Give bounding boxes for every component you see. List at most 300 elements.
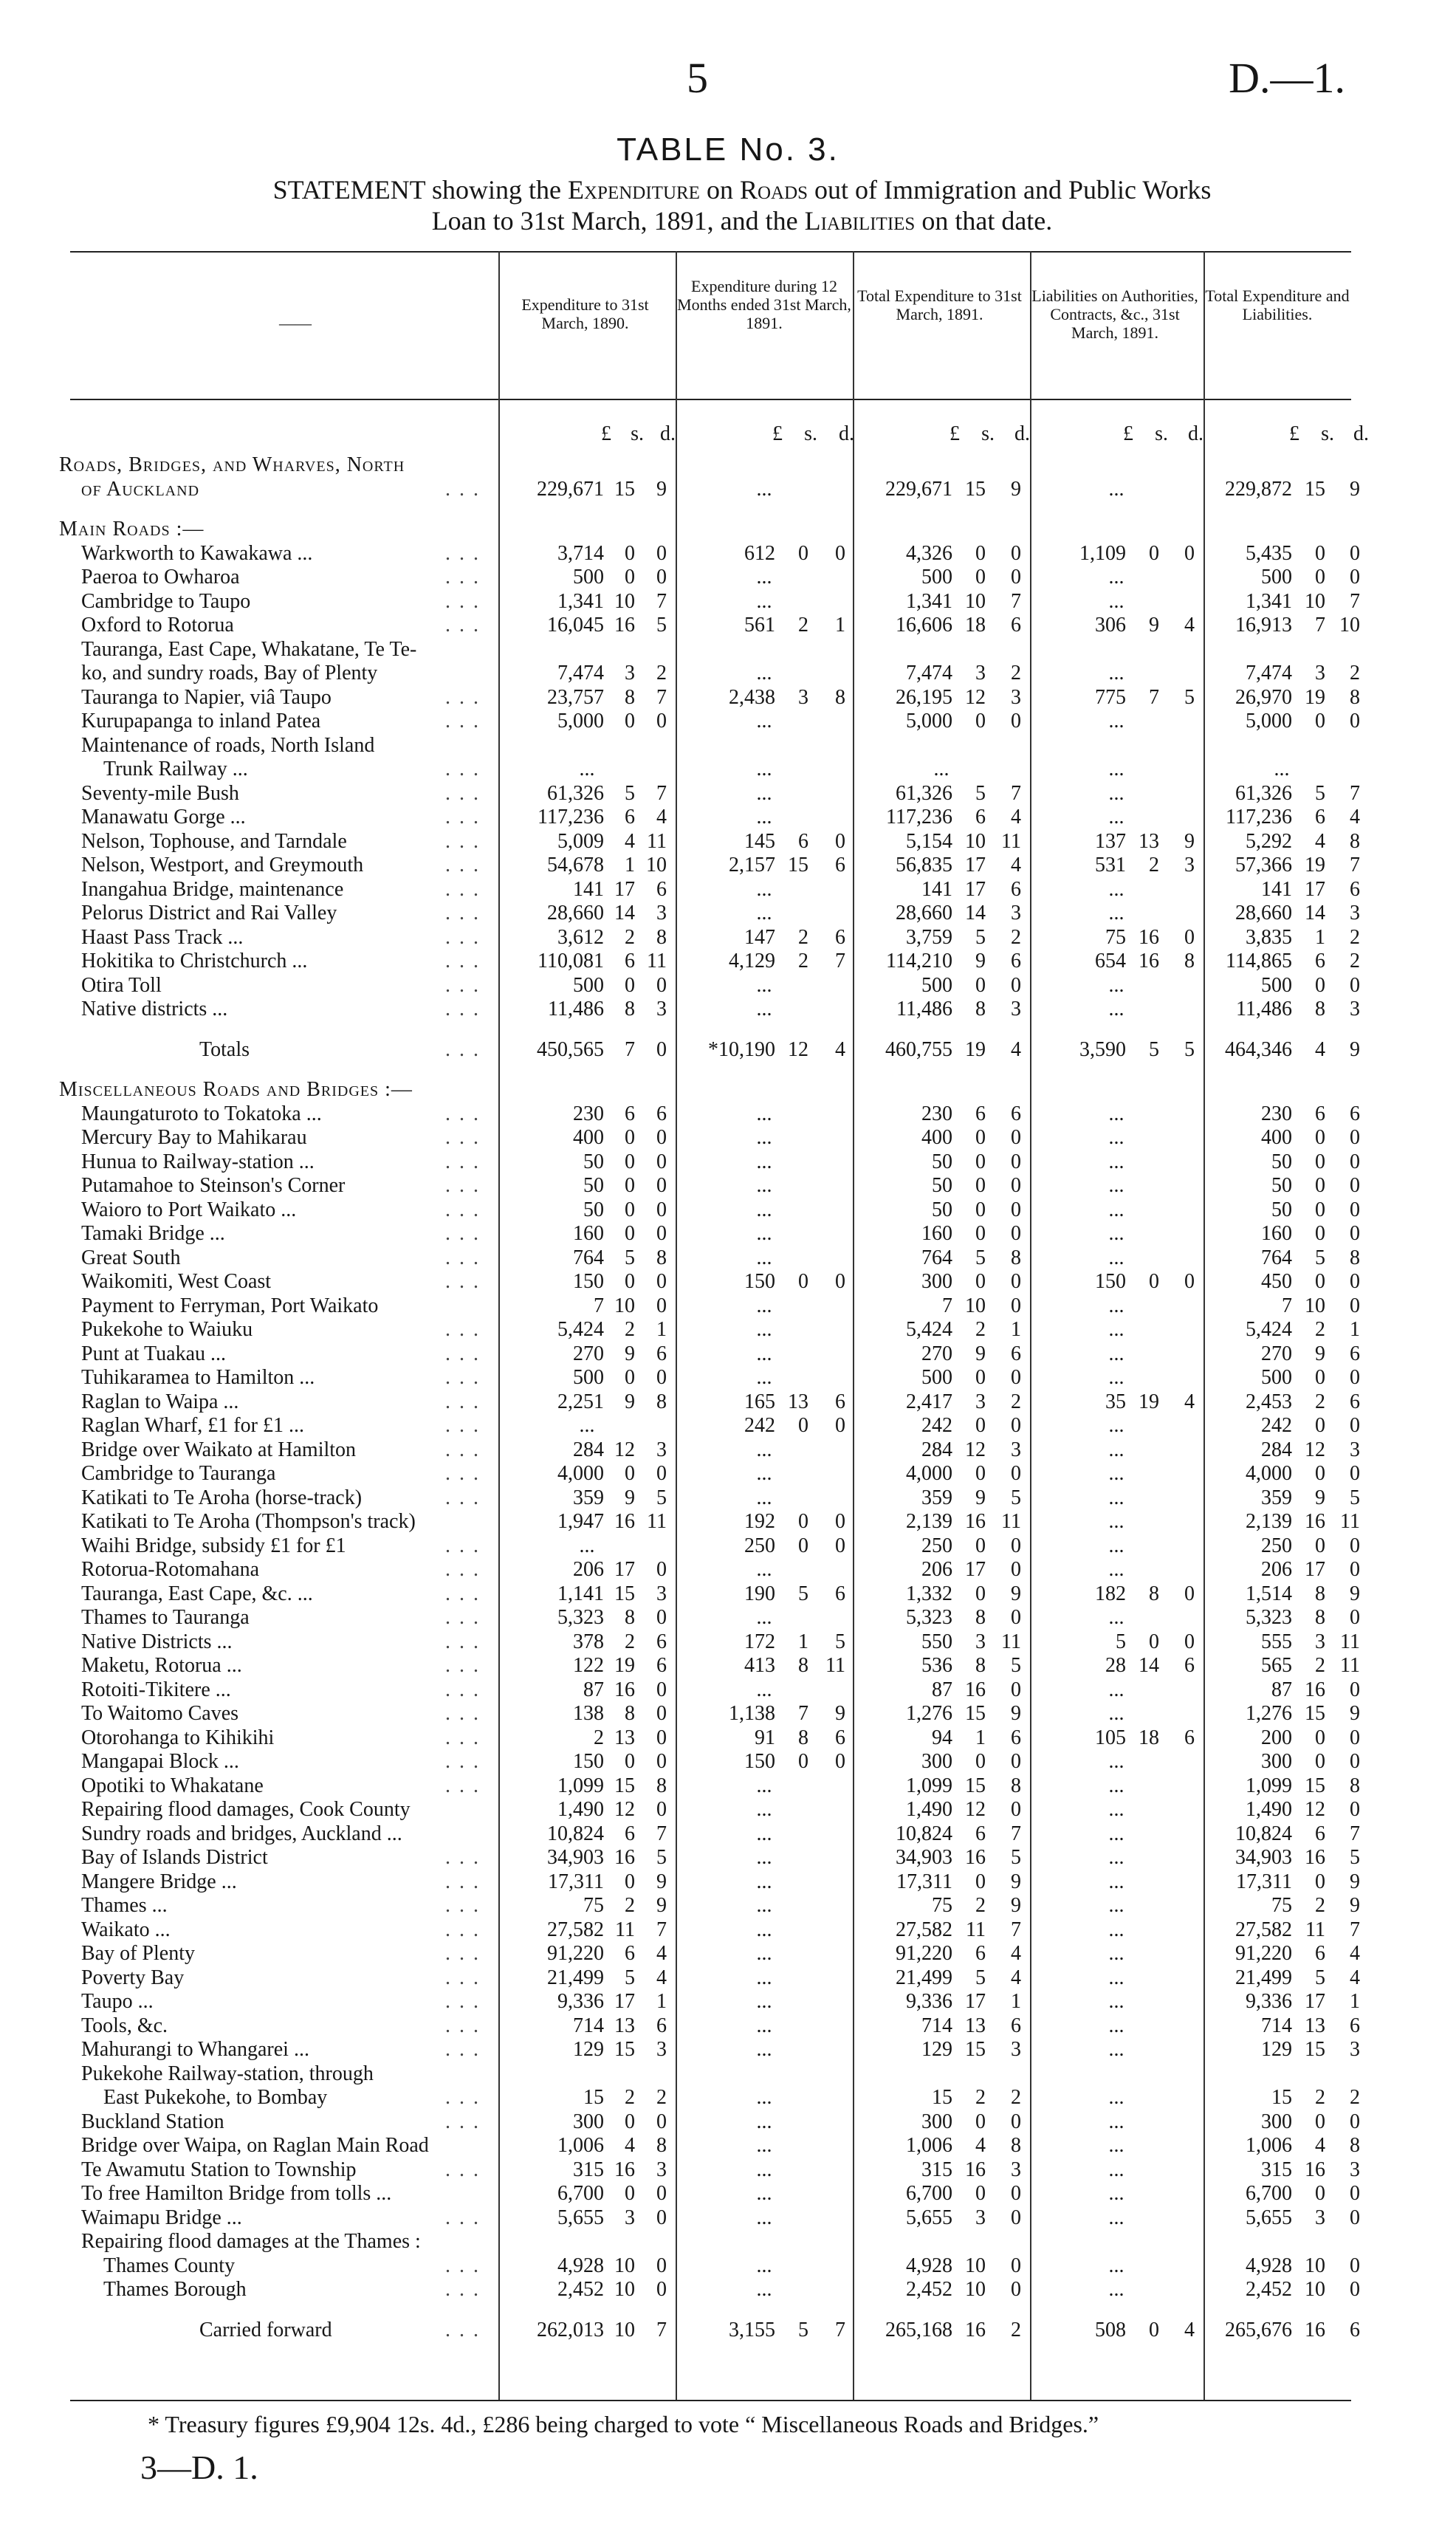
pounds-cell: 87 xyxy=(1271,1678,1292,1701)
shillings-cell: 0 xyxy=(975,2182,986,2205)
pence-cell: 5 xyxy=(1350,1486,1360,1509)
pence-cell: 9 xyxy=(1350,1037,1360,1061)
pence-cell: 2 xyxy=(1011,2086,1021,2109)
pounds-cell: 10,824 xyxy=(547,1822,604,1845)
table-row xyxy=(0,806,1456,829)
empty-cell-marker: ... xyxy=(1108,2182,1124,2205)
pounds-cell: 265,168 xyxy=(885,2318,952,2341)
row-label-text: Seventy-mile Bush xyxy=(81,782,244,805)
shillings-cell: 3 xyxy=(625,662,635,684)
shillings-cell: 9 xyxy=(975,1342,986,1365)
table-row xyxy=(0,734,1456,758)
pence-cell: 10 xyxy=(1339,614,1360,636)
row-label-text: Haast Pass Track ... xyxy=(81,926,247,949)
pounds-cell: 150 xyxy=(744,1750,775,1773)
pounds-cell: 75 xyxy=(932,1894,952,1917)
row-label-text: Taupo ... xyxy=(81,1990,158,2013)
pence-cell: 6 xyxy=(656,1654,667,1677)
statement-line-1: STATEMENT showing the Expenditure on Roads out of Immigration and Public Works xyxy=(272,175,1212,205)
pounds-cell: 34,903 xyxy=(896,1846,952,1869)
shillings-cell: 0 xyxy=(1315,1870,1325,1893)
row-label-text: Kurupapanga to inland Patea xyxy=(81,710,325,732)
pence-cell: 0 xyxy=(1350,973,1360,997)
pounds-cell: 1,276 xyxy=(1246,1702,1292,1725)
row-label xyxy=(81,1606,487,1630)
table-row xyxy=(0,1198,1456,1222)
column-header-5: Total Expenditure and Liabilities. xyxy=(1205,286,1350,323)
pounds-cell: 9,336 xyxy=(1246,1990,1292,2013)
pounds-cell: 4,326 xyxy=(906,541,952,565)
shillings-cell: 16 xyxy=(965,2158,986,2181)
shillings-cell: 16 xyxy=(965,1846,986,1869)
shillings-cell: 3 xyxy=(1315,2206,1325,2229)
shillings-cell: 2 xyxy=(975,1894,986,1917)
leader-dots: ... xyxy=(445,1318,487,1341)
shillings-cell: 3 xyxy=(975,2206,986,2229)
shillings-cell: 14 xyxy=(1139,1654,1159,1677)
pounds-cell: 50 xyxy=(932,1198,952,1221)
pounds-cell: 160 xyxy=(573,1222,604,1245)
document-reference: D.—1. xyxy=(1229,54,1345,102)
shillings-cell: 0 xyxy=(1315,541,1325,565)
pounds-cell: 1,099 xyxy=(1246,1774,1292,1797)
pounds-cell: 15 xyxy=(583,2086,604,2109)
pounds-cell: 450,565 xyxy=(537,1037,604,1061)
pence-cell: 4 xyxy=(1184,2318,1195,2341)
row-label-text: Great South xyxy=(81,1246,185,1269)
row-label xyxy=(81,1558,487,1582)
shillings-cell: 0 xyxy=(1315,1462,1325,1485)
empty-cell-marker: ... xyxy=(756,2206,772,2229)
shillings-cell: 16 xyxy=(965,1678,986,1701)
shillings-cell: 6 xyxy=(975,1942,986,1965)
pounds-cell: 50 xyxy=(583,1150,604,1173)
shillings-cell: 6 xyxy=(975,806,986,828)
shillings-cell: 2 xyxy=(625,1894,635,1917)
pence-cell: 0 xyxy=(1350,1606,1360,1629)
pounds-cell: 117,236 xyxy=(886,806,952,828)
pounds-cell: 230 xyxy=(1261,1102,1292,1125)
pounds-cell: 16,913 xyxy=(1235,614,1292,636)
empty-cell-marker: ... xyxy=(1108,902,1124,924)
column-header-3: Total Expenditure to 31st March, 1891. xyxy=(857,286,1022,323)
pounds-cell: 265,676 xyxy=(1225,2318,1292,2341)
shillings-cell: 0 xyxy=(1315,1150,1325,1173)
pence-cell: 3 xyxy=(656,1582,667,1605)
row-label xyxy=(81,2134,487,2158)
table-row xyxy=(0,1894,1456,1918)
pounds-cell: 612 xyxy=(744,541,775,565)
pounds-cell: 315 xyxy=(921,2158,952,2181)
pounds-cell: 56,835 xyxy=(896,854,952,876)
pounds-cell: 400 xyxy=(1261,1126,1292,1149)
empty-cell-marker: ... xyxy=(1108,1150,1124,1173)
pence-cell: 8 xyxy=(1350,2134,1360,2157)
empty-cell-marker: ... xyxy=(1108,1486,1124,1509)
leader-dots: ... xyxy=(445,2158,487,2181)
shillings-cell: 0 xyxy=(1315,1534,1325,1557)
pounds-cell: 87 xyxy=(932,1678,952,1701)
row-label-text: Payment to Ferryman, Port Waikato xyxy=(81,1294,382,1317)
pence-cell: 0 xyxy=(656,1366,667,1389)
table-row xyxy=(0,686,1456,710)
pounds-cell: 117,236 xyxy=(538,806,604,828)
pence-cell: 0 xyxy=(1184,1630,1195,1653)
pence-cell: 0 xyxy=(1011,1270,1021,1293)
pounds-cell: 4,928 xyxy=(557,2254,604,2277)
shillings-cell: 18 xyxy=(1139,1726,1159,1749)
pence-cell: 7 xyxy=(1350,1918,1360,1941)
pence-cell: 6 xyxy=(1184,1654,1195,1677)
pence-cell: 8 xyxy=(1350,685,1360,709)
unit-d-col-5: d. xyxy=(1353,422,1369,445)
pence-cell: 2 xyxy=(1011,662,1021,684)
leader-dots: ... xyxy=(445,2206,487,2229)
table-row xyxy=(0,2230,1456,2254)
pence-cell: 9 xyxy=(1011,477,1021,501)
pence-cell: 4 xyxy=(1011,806,1021,828)
row-label xyxy=(81,1750,487,1774)
pounds-cell: 129 xyxy=(921,2038,952,2061)
row-label xyxy=(81,1918,487,1942)
pence-cell: 0 xyxy=(1350,2206,1360,2229)
row-label xyxy=(81,686,487,710)
shillings-cell: 0 xyxy=(798,1510,808,1533)
shillings-cell: 12 xyxy=(965,685,986,709)
row-label xyxy=(81,806,487,829)
table-row xyxy=(0,2206,1456,2230)
leader-dots: ... xyxy=(445,614,487,636)
pence-cell: 9 xyxy=(1350,1894,1360,1917)
pounds-cell: 5,292 xyxy=(1246,829,1292,853)
row-label xyxy=(81,1174,487,1198)
empty-cell-marker: ... xyxy=(1108,2134,1124,2157)
shillings-cell: 17 xyxy=(614,1558,635,1581)
row-label-text: Miscellaneous Roads and Bridges :— xyxy=(59,1078,417,1101)
pence-cell: 1 xyxy=(656,1990,667,2013)
shillings-cell: 10 xyxy=(614,2254,635,2277)
shillings-cell: 16 xyxy=(1139,950,1159,972)
row-label-text: Bay of Islands District xyxy=(81,1846,272,1869)
pounds-cell: 359 xyxy=(1261,1486,1292,1509)
pounds-cell: 3,714 xyxy=(557,541,604,565)
shillings-cell: 10 xyxy=(965,2254,986,2277)
empty-cell-marker: ... xyxy=(756,1606,772,1629)
row-label xyxy=(81,1270,487,1294)
pence-cell: 3 xyxy=(656,1438,667,1461)
pounds-cell: 192 xyxy=(744,1510,775,1533)
shillings-cell: 0 xyxy=(975,2110,986,2133)
row-label-text: To Waitomo Caves xyxy=(81,1702,243,1725)
pounds-cell: 50 xyxy=(932,1174,952,1197)
pence-cell: 4 xyxy=(1011,1942,1021,1965)
pounds-cell: 284 xyxy=(1261,1438,1292,1461)
leader-dots: ... xyxy=(445,2254,487,2277)
pounds-cell: 137 xyxy=(1095,829,1126,853)
shillings-cell: 15 xyxy=(1305,1702,1325,1725)
row-label-text: Buckland Station xyxy=(81,2110,229,2133)
pounds-cell: 5,000 xyxy=(906,710,952,732)
leader-dots: ... xyxy=(445,973,487,997)
pence-cell: 3 xyxy=(1350,902,1360,924)
shillings-cell: 17 xyxy=(965,1990,986,2013)
row-label-text: Nelson, Westport, and Greymouth xyxy=(81,854,368,876)
row-label-text: Maungaturoto to Tokatoka ... xyxy=(81,1102,326,1125)
pence-cell: 2 xyxy=(1350,950,1360,972)
pounds-cell: 35 xyxy=(1105,1390,1126,1413)
shillings-cell: 0 xyxy=(625,1366,635,1389)
row-label xyxy=(81,1894,487,1918)
shillings-cell: 8 xyxy=(975,1606,986,1629)
shillings-cell: 2 xyxy=(1315,2086,1325,2109)
row-label xyxy=(81,902,487,925)
pounds-cell: 9,336 xyxy=(906,1990,952,2013)
shillings-cell: 6 xyxy=(625,1102,635,1125)
table-row xyxy=(0,1318,1456,1342)
pence-cell: 9 xyxy=(656,1894,667,1917)
pounds-cell: 413 xyxy=(744,1654,775,1677)
pounds-cell: 359 xyxy=(921,1486,952,1509)
empty-cell-marker: ... xyxy=(756,1150,772,1173)
pence-cell: 0 xyxy=(1350,1534,1360,1557)
empty-cell-marker: ... xyxy=(1108,1942,1124,1965)
pounds-cell: 75 xyxy=(583,1894,604,1917)
pounds-cell: 34,903 xyxy=(547,1846,604,1869)
empty-cell-marker: ... xyxy=(756,566,772,589)
pounds-cell: 16,045 xyxy=(547,614,604,636)
row-label xyxy=(81,614,487,637)
pounds-cell: 6,700 xyxy=(557,2182,604,2205)
pence-cell: 3 xyxy=(1350,998,1360,1020)
leader-dots: ... xyxy=(445,1462,487,1485)
shillings-cell: 0 xyxy=(625,2182,635,2205)
shillings-cell: 0 xyxy=(625,1198,635,1221)
shillings-cell: 13 xyxy=(614,1726,635,1749)
pounds-cell: 50 xyxy=(932,1150,952,1173)
shillings-cell: 14 xyxy=(614,902,635,924)
empty-cell-marker: ... xyxy=(756,1870,772,1893)
pounds-cell: 500 xyxy=(573,973,604,997)
pence-cell: 0 xyxy=(1350,2110,1360,2133)
row-label xyxy=(81,566,487,589)
pence-cell: 9 xyxy=(1184,829,1195,853)
empty-cell-marker: ... xyxy=(756,1822,772,1845)
shillings-cell: 6 xyxy=(1315,1822,1325,1845)
pounds-cell: 129 xyxy=(573,2038,604,2061)
empty-cell-marker: ... xyxy=(756,2182,772,2205)
pounds-cell: 11,486 xyxy=(896,998,952,1020)
pence-cell: 0 xyxy=(656,2110,667,2133)
empty-cell-marker: ... xyxy=(756,1126,772,1149)
empty-cell-marker: ... xyxy=(1108,1438,1124,1461)
pence-cell: 10 xyxy=(646,854,667,876)
empty-cell-marker: ... xyxy=(756,1798,772,1821)
row-label-text: Waimapu Bridge ... xyxy=(81,2206,247,2229)
row-label xyxy=(81,1630,487,1654)
shillings-cell: 16 xyxy=(965,1510,986,1533)
pence-cell: 9 xyxy=(1350,477,1360,501)
shillings-cell: 7 xyxy=(798,1702,808,1725)
pence-cell: 7 xyxy=(1350,781,1360,805)
pence-cell: 6 xyxy=(1011,950,1021,972)
pence-cell: 6 xyxy=(835,1726,845,1749)
pence-cell: 0 xyxy=(1350,1678,1360,1701)
table-row xyxy=(0,1846,1456,1870)
leader-dots: ... xyxy=(445,925,487,949)
row-label xyxy=(81,1126,487,1150)
table-row xyxy=(0,1270,1456,1294)
pounds-cell: 206 xyxy=(573,1558,604,1581)
row-label xyxy=(59,1078,487,1102)
table-row xyxy=(0,566,1456,589)
shillings-cell: 8 xyxy=(975,1654,986,1677)
row-label xyxy=(81,734,487,758)
shillings-cell: 13 xyxy=(965,2014,986,2037)
table-row xyxy=(0,453,1456,477)
pounds-cell: 5,323 xyxy=(1246,1606,1292,1629)
shillings-cell: 14 xyxy=(965,902,986,924)
table-row xyxy=(0,1342,1456,1366)
shillings-cell: 1 xyxy=(798,1630,808,1653)
pence-cell: 0 xyxy=(1011,1678,1021,1701)
leader-dots: ... xyxy=(445,781,487,805)
pounds-cell: 4,000 xyxy=(557,1462,604,1485)
pence-cell: 3 xyxy=(656,2038,667,2061)
pence-cell: 2 xyxy=(656,662,667,684)
empty-cell-marker: ... xyxy=(1108,1870,1124,1893)
row-label xyxy=(81,1438,487,1462)
empty-cell-marker: ... xyxy=(756,1222,772,1245)
row-label xyxy=(81,926,487,950)
pounds-cell: 3,759 xyxy=(906,925,952,949)
row-label-text: Putamahoe to Steinson's Corner xyxy=(81,1174,349,1197)
pounds-cell: 61,326 xyxy=(547,781,604,805)
row-label xyxy=(81,1462,487,1486)
empty-cell-marker: ... xyxy=(756,1342,772,1365)
pence-cell: 0 xyxy=(656,1462,667,1485)
pounds-cell: 2,139 xyxy=(906,1510,952,1533)
pence-cell: 0 xyxy=(656,2206,667,2229)
row-label xyxy=(81,1798,487,1822)
pence-cell: 0 xyxy=(1350,1726,1360,1749)
pence-cell: 0 xyxy=(1011,1294,1021,1317)
pence-cell: 3 xyxy=(656,2158,667,2181)
row-label xyxy=(81,1294,487,1318)
shillings-cell: 8 xyxy=(975,998,986,1020)
pounds-cell: 3,590 xyxy=(1079,1037,1126,1061)
shillings-cell: 5 xyxy=(975,1246,986,1269)
empty-cell-marker: ... xyxy=(579,758,595,780)
pounds-cell: 182 xyxy=(1095,1582,1126,1605)
pounds-cell: 1,006 xyxy=(557,2134,604,2157)
pence-cell: 8 xyxy=(656,925,667,949)
row-label-text: Mahurangi to Whangarei ... xyxy=(81,2038,314,2061)
empty-cell-marker: ... xyxy=(1274,758,1290,780)
shillings-cell: 0 xyxy=(975,1870,986,1893)
table-row xyxy=(0,998,1456,1021)
row-label-text: Te Awamutu Station to Township xyxy=(81,2158,361,2181)
shillings-cell: 0 xyxy=(798,1750,808,1773)
leader-dots: ... xyxy=(445,1990,487,2013)
pence-cell: 2 xyxy=(1350,925,1360,949)
pounds-cell: 54,678 xyxy=(547,854,604,876)
pence-cell: 9 xyxy=(1350,1870,1360,1893)
leader-dots: ... xyxy=(445,2086,487,2109)
pence-cell: 7 xyxy=(1011,1822,1021,1845)
row-label-text: Manawatu Gorge ... xyxy=(81,806,250,828)
table-row xyxy=(0,830,1456,854)
pence-cell: 6 xyxy=(1011,1342,1021,1365)
shillings-cell: 0 xyxy=(798,541,808,565)
pounds-cell: 508 xyxy=(1095,2318,1126,2341)
pounds-cell: 5,655 xyxy=(557,2206,604,2229)
leader-dots: ... xyxy=(445,1774,487,1797)
row-label-text: of Auckland xyxy=(81,478,204,501)
row-label-text: Waikomiti, West Coast xyxy=(81,1270,275,1293)
empty-cell-marker: ... xyxy=(756,998,772,1020)
row-label xyxy=(81,878,487,902)
leader-dots: ... xyxy=(445,1966,487,1989)
table-row xyxy=(0,1438,1456,1462)
shillings-cell: 16 xyxy=(1305,1678,1325,1701)
pounds-cell: 306 xyxy=(1095,614,1126,636)
empty-cell-marker: ... xyxy=(756,477,772,501)
leader-dots: ... xyxy=(445,902,487,924)
pence-cell: 4 xyxy=(656,1942,667,1965)
pence-cell: 3 xyxy=(656,998,667,1020)
pence-cell: 6 xyxy=(1184,1726,1195,1749)
shillings-cell: 2 xyxy=(798,614,808,636)
leader-dots: ... xyxy=(445,2110,487,2133)
pounds-cell: 5,000 xyxy=(557,710,604,732)
table-row xyxy=(0,2278,1456,2302)
pence-cell: 0 xyxy=(656,2254,667,2277)
pence-cell: 2 xyxy=(1350,2086,1360,2109)
table-row xyxy=(0,478,1456,501)
pence-cell: 2 xyxy=(1350,662,1360,684)
pounds-cell: 27,582 xyxy=(547,1918,604,1941)
row-label-text: Cambridge to Tauranga xyxy=(81,1462,280,1485)
shillings-cell: 0 xyxy=(975,710,986,732)
pence-cell: 0 xyxy=(656,1037,667,1061)
pounds-cell: 464,346 xyxy=(1225,1037,1292,1061)
row-label-text: Tamaki Bridge ... xyxy=(81,1222,230,1245)
pounds-cell: 26,195 xyxy=(896,685,952,709)
pounds-cell: 565 xyxy=(1261,1654,1292,1677)
pence-cell: 0 xyxy=(1011,1534,1021,1557)
leader-dots: ... xyxy=(445,1270,487,1293)
pounds-cell: 7,474 xyxy=(557,662,604,684)
row-label xyxy=(103,2254,487,2278)
empty-cell-marker: ... xyxy=(756,1438,772,1461)
table-row xyxy=(0,782,1456,806)
row-label xyxy=(81,542,487,566)
row-label-text: Paeroa to Owharoa xyxy=(81,566,244,589)
pounds-cell: 87 xyxy=(583,1678,604,1701)
shillings-cell: 10 xyxy=(965,1294,986,1317)
pence-cell: 4 xyxy=(1011,1037,1021,1061)
pounds-cell: 300 xyxy=(573,2110,604,2133)
pounds-cell: 165 xyxy=(744,1390,775,1413)
shillings-cell: 15 xyxy=(1305,477,1325,501)
table-row xyxy=(0,542,1456,566)
pounds-cell: 262,013 xyxy=(537,2318,604,2341)
row-label-text: Pukekohe to Waiuku xyxy=(81,1318,257,1341)
table-row xyxy=(0,902,1456,925)
pounds-cell: 284 xyxy=(921,1438,952,1461)
pence-cell: 0 xyxy=(1350,1294,1360,1317)
pounds-cell: 500 xyxy=(573,566,604,589)
